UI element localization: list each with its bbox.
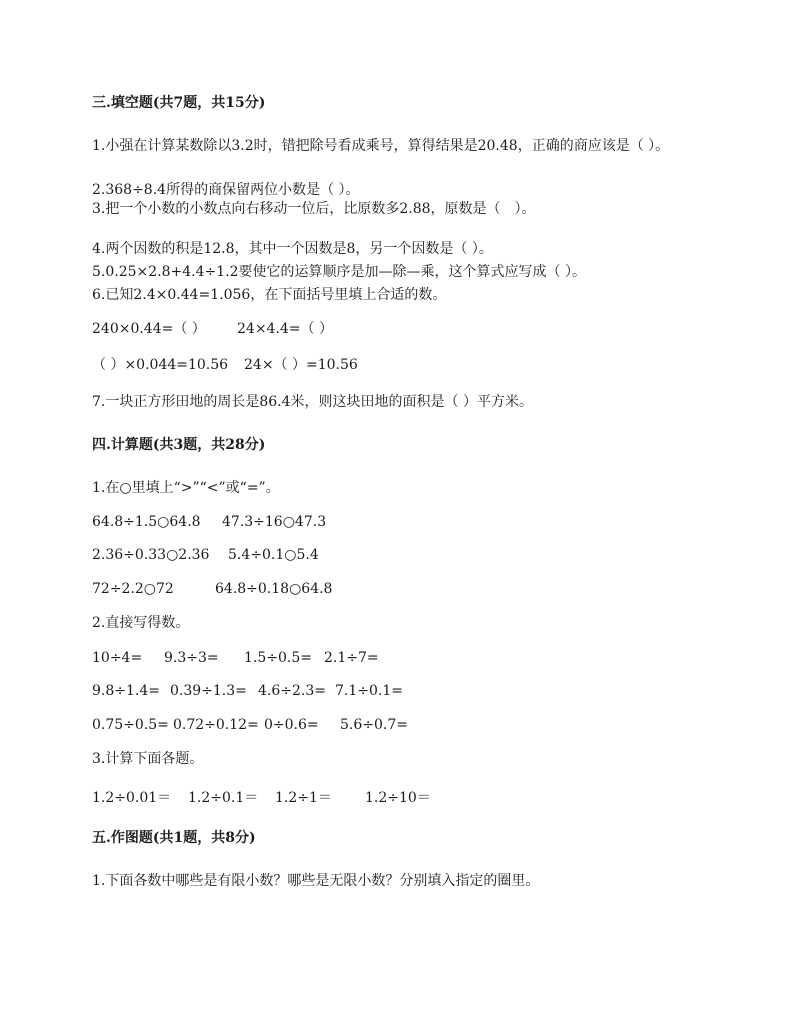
s4-q2-item: 2.1÷7=: [324, 650, 379, 666]
s4-q2-item: 9.8÷1.4=: [92, 683, 160, 699]
section-4-heading: 四.计算题(共3题，共28分): [92, 437, 266, 453]
s4-q3-item: 1.2÷0.01＝: [92, 790, 172, 806]
s4-q2-item: 0.39÷1.3=: [170, 683, 247, 699]
s3-question-2: 2.368÷8.4所得的商保留两位小数是（ ）。: [92, 182, 360, 198]
section-5-heading: 五.作图题(共1题，共8分): [92, 830, 256, 846]
s4-q1-item: 64.8÷1.5○64.8: [92, 514, 201, 530]
s3-q6-item: 24×（ ）=10.56: [244, 357, 358, 373]
s4-q1-item: 72÷2.2○72: [92, 581, 174, 597]
s4-q2-item: 0.72÷0.12=: [173, 717, 259, 733]
s3-question-7: 7.一块正方形田地的周长是86.4米，则这块田地的面积是（ ）平方米。: [92, 394, 533, 410]
s4-question-2: 2.直接写得数。: [92, 615, 190, 631]
s4-q2-row: [92, 682, 403, 700]
s4-q2-item: 4.6÷2.3=: [258, 683, 326, 699]
s4-q2-row: [92, 716, 408, 734]
s4-q2-item: 0÷0.6=: [264, 717, 319, 733]
s3-question-6: 6.已知2.4×0.44=1.056，在下面括号里填上合适的数。: [92, 287, 447, 303]
s4-q1-row: [92, 546, 319, 564]
s4-q3-item: 1.2÷1＝: [275, 790, 332, 806]
s4-q2-item: 5.6÷0.7=: [340, 717, 408, 733]
s4-q1-item: 47.3÷16○47.3: [222, 514, 327, 530]
s3-q6-item: （ ）×0.044=10.56: [92, 357, 229, 373]
s3-q6-item: 24×4.4=（ ）: [237, 321, 333, 337]
s4-q1-row: [92, 580, 332, 598]
s4-q3-item: 1.2÷10＝: [365, 790, 431, 806]
s3-q6-row-1: [92, 320, 333, 338]
s3-question-4: 4.两个因数的积是12.8，其中一个因数是8，另一个因数是（ ）。: [92, 241, 493, 257]
section-3-heading: 三.填空题(共7题，共15分): [92, 95, 266, 111]
s4-q2-item: 1.5÷0.5=: [244, 650, 312, 666]
s4-q3-row: [92, 789, 431, 807]
s5-question-1: 1.下面各数中哪些是有限小数？哪些是无限小数？分别填入指定的圈里。: [92, 873, 540, 889]
s4-q1-item: 5.4÷0.1○5.4: [228, 547, 319, 563]
s3-q6-row-2: [92, 356, 358, 374]
s4-q1-row: [92, 513, 326, 531]
s3-question-5: 5.0.25×2.8+4.4÷1.2要使它的运算顺序是加—除—乘，这个算式应写成（ ）。: [92, 264, 586, 280]
s4-q3-item: 1.2÷0.1＝: [188, 790, 259, 806]
s4-q1-item: 64.8÷0.18○64.8: [215, 581, 333, 597]
s4-q2-item: 9.3÷3=: [164, 650, 219, 666]
s4-q2-row: [92, 649, 379, 667]
s3-question-1: 1.小强在计算某数除以3.2时，错把除号看成乘号，算得结果是20.48，正确的商应该是（ ）。: [92, 138, 670, 154]
s4-q2-item: 10÷4=: [92, 650, 143, 666]
s4-q1-item: 2.36÷0.33○2.36: [92, 547, 210, 563]
s4-q2-item: 0.75÷0.5=: [92, 717, 169, 733]
s4-question-3: 3.计算下面各题。: [92, 751, 204, 767]
s3-question-3: 3.把一个小数的小数点向右移动一位后，比原数多2.88，原数是（ ）。: [92, 201, 536, 217]
s3-q6-item: 240×0.44=（ ）: [92, 321, 206, 337]
s4-q2-item: 7.1÷0.1=: [335, 683, 403, 699]
s4-question-1: 1.在○里填上“>”“<”或“=”。: [92, 480, 280, 496]
